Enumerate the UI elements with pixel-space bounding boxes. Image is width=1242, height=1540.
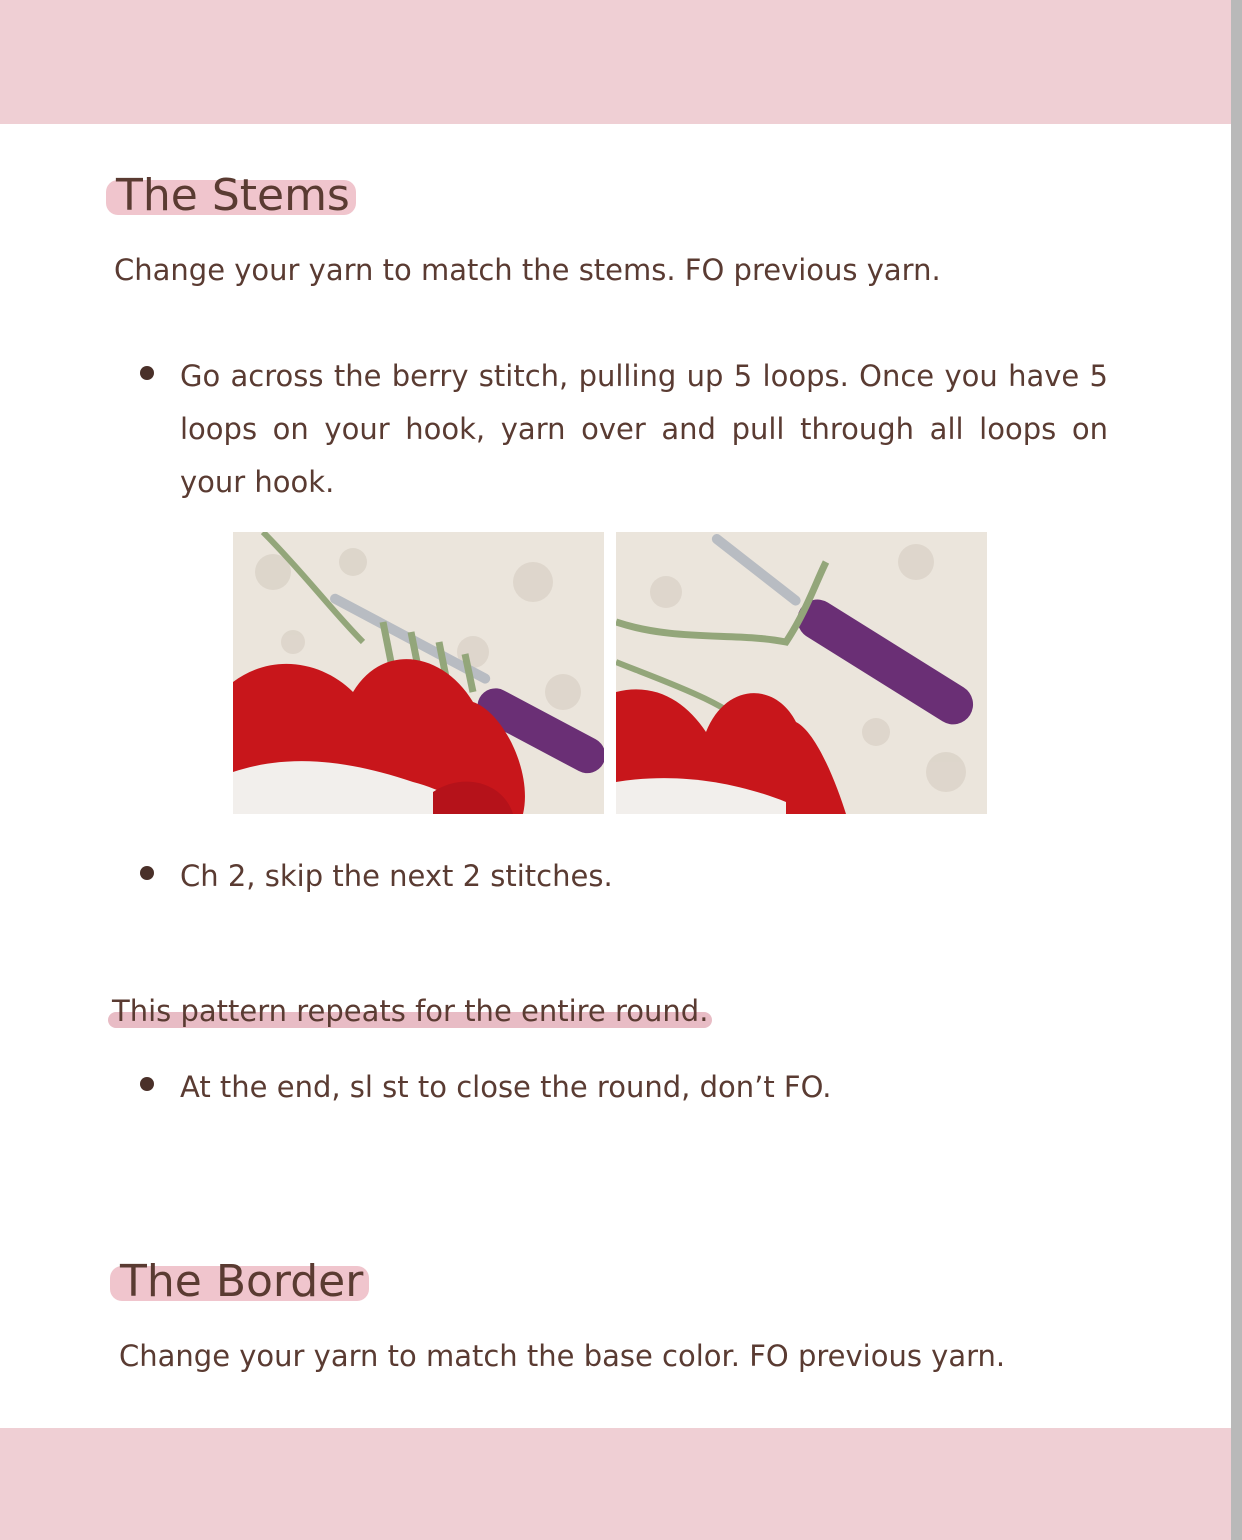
bullet-text: Go across the berry stitch, pulling up 5 loops. Once you have 5 loops on your hook, yarn over and pull through all loops on your hook. bbox=[180, 359, 1108, 499]
bullet-dot bbox=[140, 866, 154, 880]
bullet-text: Ch 2, skip the next 2 stitches. bbox=[180, 859, 613, 893]
repeat-note-text: This pattern repeats for the entire round. bbox=[112, 994, 709, 1028]
right-edge bbox=[1231, 0, 1242, 1540]
border-intro: Change your yarn to match the base color. FO previous yarn. bbox=[119, 1339, 1006, 1373]
bottom-band bbox=[0, 1428, 1231, 1540]
photo-pulling-through bbox=[616, 532, 987, 814]
photo-pulling-loops bbox=[233, 532, 604, 814]
stems-intro: Change your yarn to match the stems. FO previous yarn. bbox=[114, 253, 941, 287]
bullet-dot bbox=[140, 366, 154, 380]
repeat-note bbox=[112, 991, 708, 1031]
bullet-dot bbox=[140, 1077, 154, 1091]
top-band bbox=[0, 0, 1231, 124]
border-title-text: The Border bbox=[116, 1256, 367, 1307]
section-title-stems bbox=[112, 168, 354, 224]
bullet-text: At the end, sl st to close the round, don’t FO. bbox=[180, 1070, 832, 1104]
section-title-border bbox=[116, 1254, 367, 1310]
stems-title-text: The Stems bbox=[112, 170, 354, 221]
